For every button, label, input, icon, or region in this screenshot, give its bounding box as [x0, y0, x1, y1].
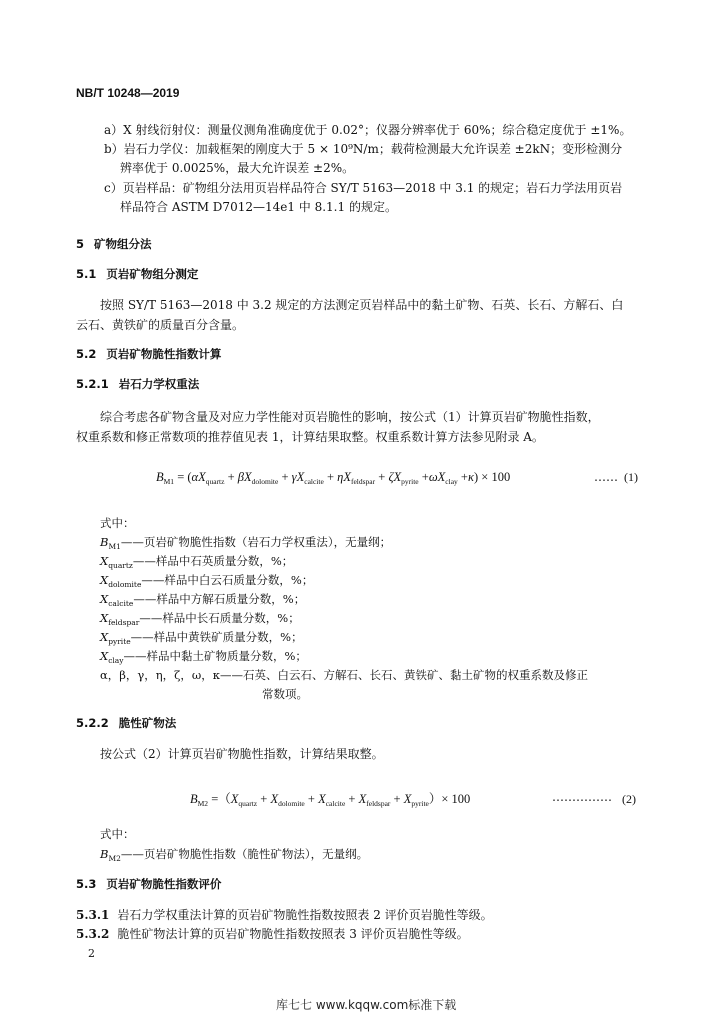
definition-coefficients-line2: 常数项。: [262, 687, 308, 701]
list-item-b-line1: b）岩石力学仪：加载框架的刚度大于 5 × 10⁹N/m；载荷检测最大允许误差 ±2kN；变形检测分: [104, 142, 623, 156]
clause-5-3-1: [76, 906, 493, 923]
formula-2-number: (2): [622, 792, 636, 806]
paragraph-5-1-line1: 按照 SY/T 5163—2018 中 3.2 规定的方法测定页岩样品中的黏土矿物、石英、长石、方解石、白: [100, 298, 624, 312]
list-item-c-line2: 样品符合 ASTM D7012—14e1 中 8.1.1 的规定。: [120, 200, 397, 214]
section-5-2-heading: [76, 346, 221, 362]
formula-2-dots: ……………: [552, 790, 612, 804]
section-5-2-2-heading: [76, 715, 176, 731]
section-5-1-heading: [76, 266, 198, 282]
paragraph-5-2-2: 按公式（2）计算页岩矿物脆性指数，计算结果取整。: [100, 747, 384, 761]
standard-number-header: NB/T 10248—2019: [76, 86, 180, 100]
definition-xpyrite: $X_{pyrite}——$样品中黄铁矿质量分数，%；: [100, 630, 303, 646]
section-number: 5.3: [76, 877, 97, 891]
formula-1: $B_{M1} = (\alpha X_{quartz} + \beta X_{dolomite} + \gamma X_{calcite} + \eta X_{feldspar} + \zeta X_{pyrite} +\omega X_{clay} +\kappa) \times 100$: [156, 470, 511, 486]
where-label-2: 式中：: [100, 827, 135, 841]
section-number: 5.1: [76, 267, 97, 281]
section-title: 页岩矿物脆性指数计算: [106, 347, 222, 361]
section-title: 岩石力学权重法: [118, 377, 200, 391]
section-5-3-heading: [76, 876, 221, 892]
section-title: 脆性矿物法: [118, 716, 177, 730]
paragraph-5-2-1-line2: 权重系数和修正常数项的推荐值见表 1，计算结果取整。权重系数计算方法参见附录 A。: [76, 430, 544, 444]
clause-text: 岩石力学权重法计算的页岩矿物脆性指数按照表 2 评价页岩脆性等级。: [117, 908, 493, 922]
clause-number: 5.3.1: [76, 908, 110, 922]
section-number: 5.2.2: [76, 716, 109, 730]
definition-bm2: $B_{M2}——$页岩矿物脆性指数（脆性矿物法），无量纲。: [100, 847, 369, 863]
section-number: 5.2.1: [76, 377, 109, 391]
definition-xclay: $X_{clay}——$样品中黏土矿物质量分数，%；: [100, 649, 307, 665]
formula-2: $B_{M2} =(X_{quartz} + X_{dolomite} + X_{calcite} + X_{feldspar} + X_{pyrite})\times 100$: [190, 792, 471, 808]
footer-watermark: 库七七 www.kqqw.com标准下载: [276, 998, 457, 1012]
list-item-a: a）X 射线衍射仪：测量仪测角准确度优于 0.02°；仪器分辨率优于 60%；综合稳定度优于 ±1%。: [104, 123, 632, 137]
section-title: 矿物组分法: [94, 237, 152, 251]
definition-xfeldspar: $X_{feldspar}——$样品中长石质量分数，%；: [100, 611, 300, 627]
section-number: 5.2: [76, 347, 97, 361]
definition-xcalcite: $X_{calcite}——$样品中方解石质量分数，%；: [100, 592, 306, 608]
page-number: 2: [88, 947, 95, 960]
definition-bm1: $B_{M1}——$页岩矿物脆性指数（岩石力学权重法），无量纲；: [100, 535, 392, 551]
section-title: 页岩矿物脆性指数评价: [106, 877, 222, 891]
formula-symbol: B: [156, 470, 164, 484]
clause-text: 脆性矿物法计算的页岩矿物脆性指数按照表 3 评价页岩脆性等级。: [117, 927, 469, 941]
where-label-1: 式中：: [100, 516, 135, 530]
list-item-c-line1: c）页岩样品：矿物组分法用页岩样品符合 SY/T 5163—2018 中 3.1 的规定；岩石力学法用页岩: [104, 181, 623, 195]
section-number: 5: [76, 237, 85, 251]
paragraph-5-1-line2: 云石、黄铁矿的质量百分含量。: [76, 318, 245, 332]
section-5-heading: [76, 236, 152, 252]
definition-xdolomite: $X_{dolomite}——$样品中白云石质量分数，%；: [100, 573, 314, 589]
formula-1-dots: ……: [594, 470, 618, 484]
section-title: 页岩矿物组分测定: [106, 267, 199, 281]
formula-1-number: (1): [624, 470, 638, 484]
clause-5-3-2: [76, 925, 469, 942]
definition-xquartz: $X_{quartz}——$样品中石英质量分数，%；: [100, 554, 294, 570]
clause-number: 5.3.2: [76, 927, 110, 941]
section-5-2-1-heading: [76, 376, 199, 392]
paragraph-5-2-1-line1: 综合考虑各矿物含量及对应力学性能对页岩脆性的影响，按公式（1）计算页岩矿物脆性指数，: [100, 410, 600, 424]
list-item-b-line2: 辨率优于 0.0025%，最大允许误差 ±2%。: [120, 161, 355, 175]
definition-coefficients-line1: α，β，γ，η，ζ，ω，κ——石英、白云石、方解石、长石、黄铁矿、黏土矿物的权重系数及修正: [100, 668, 588, 682]
